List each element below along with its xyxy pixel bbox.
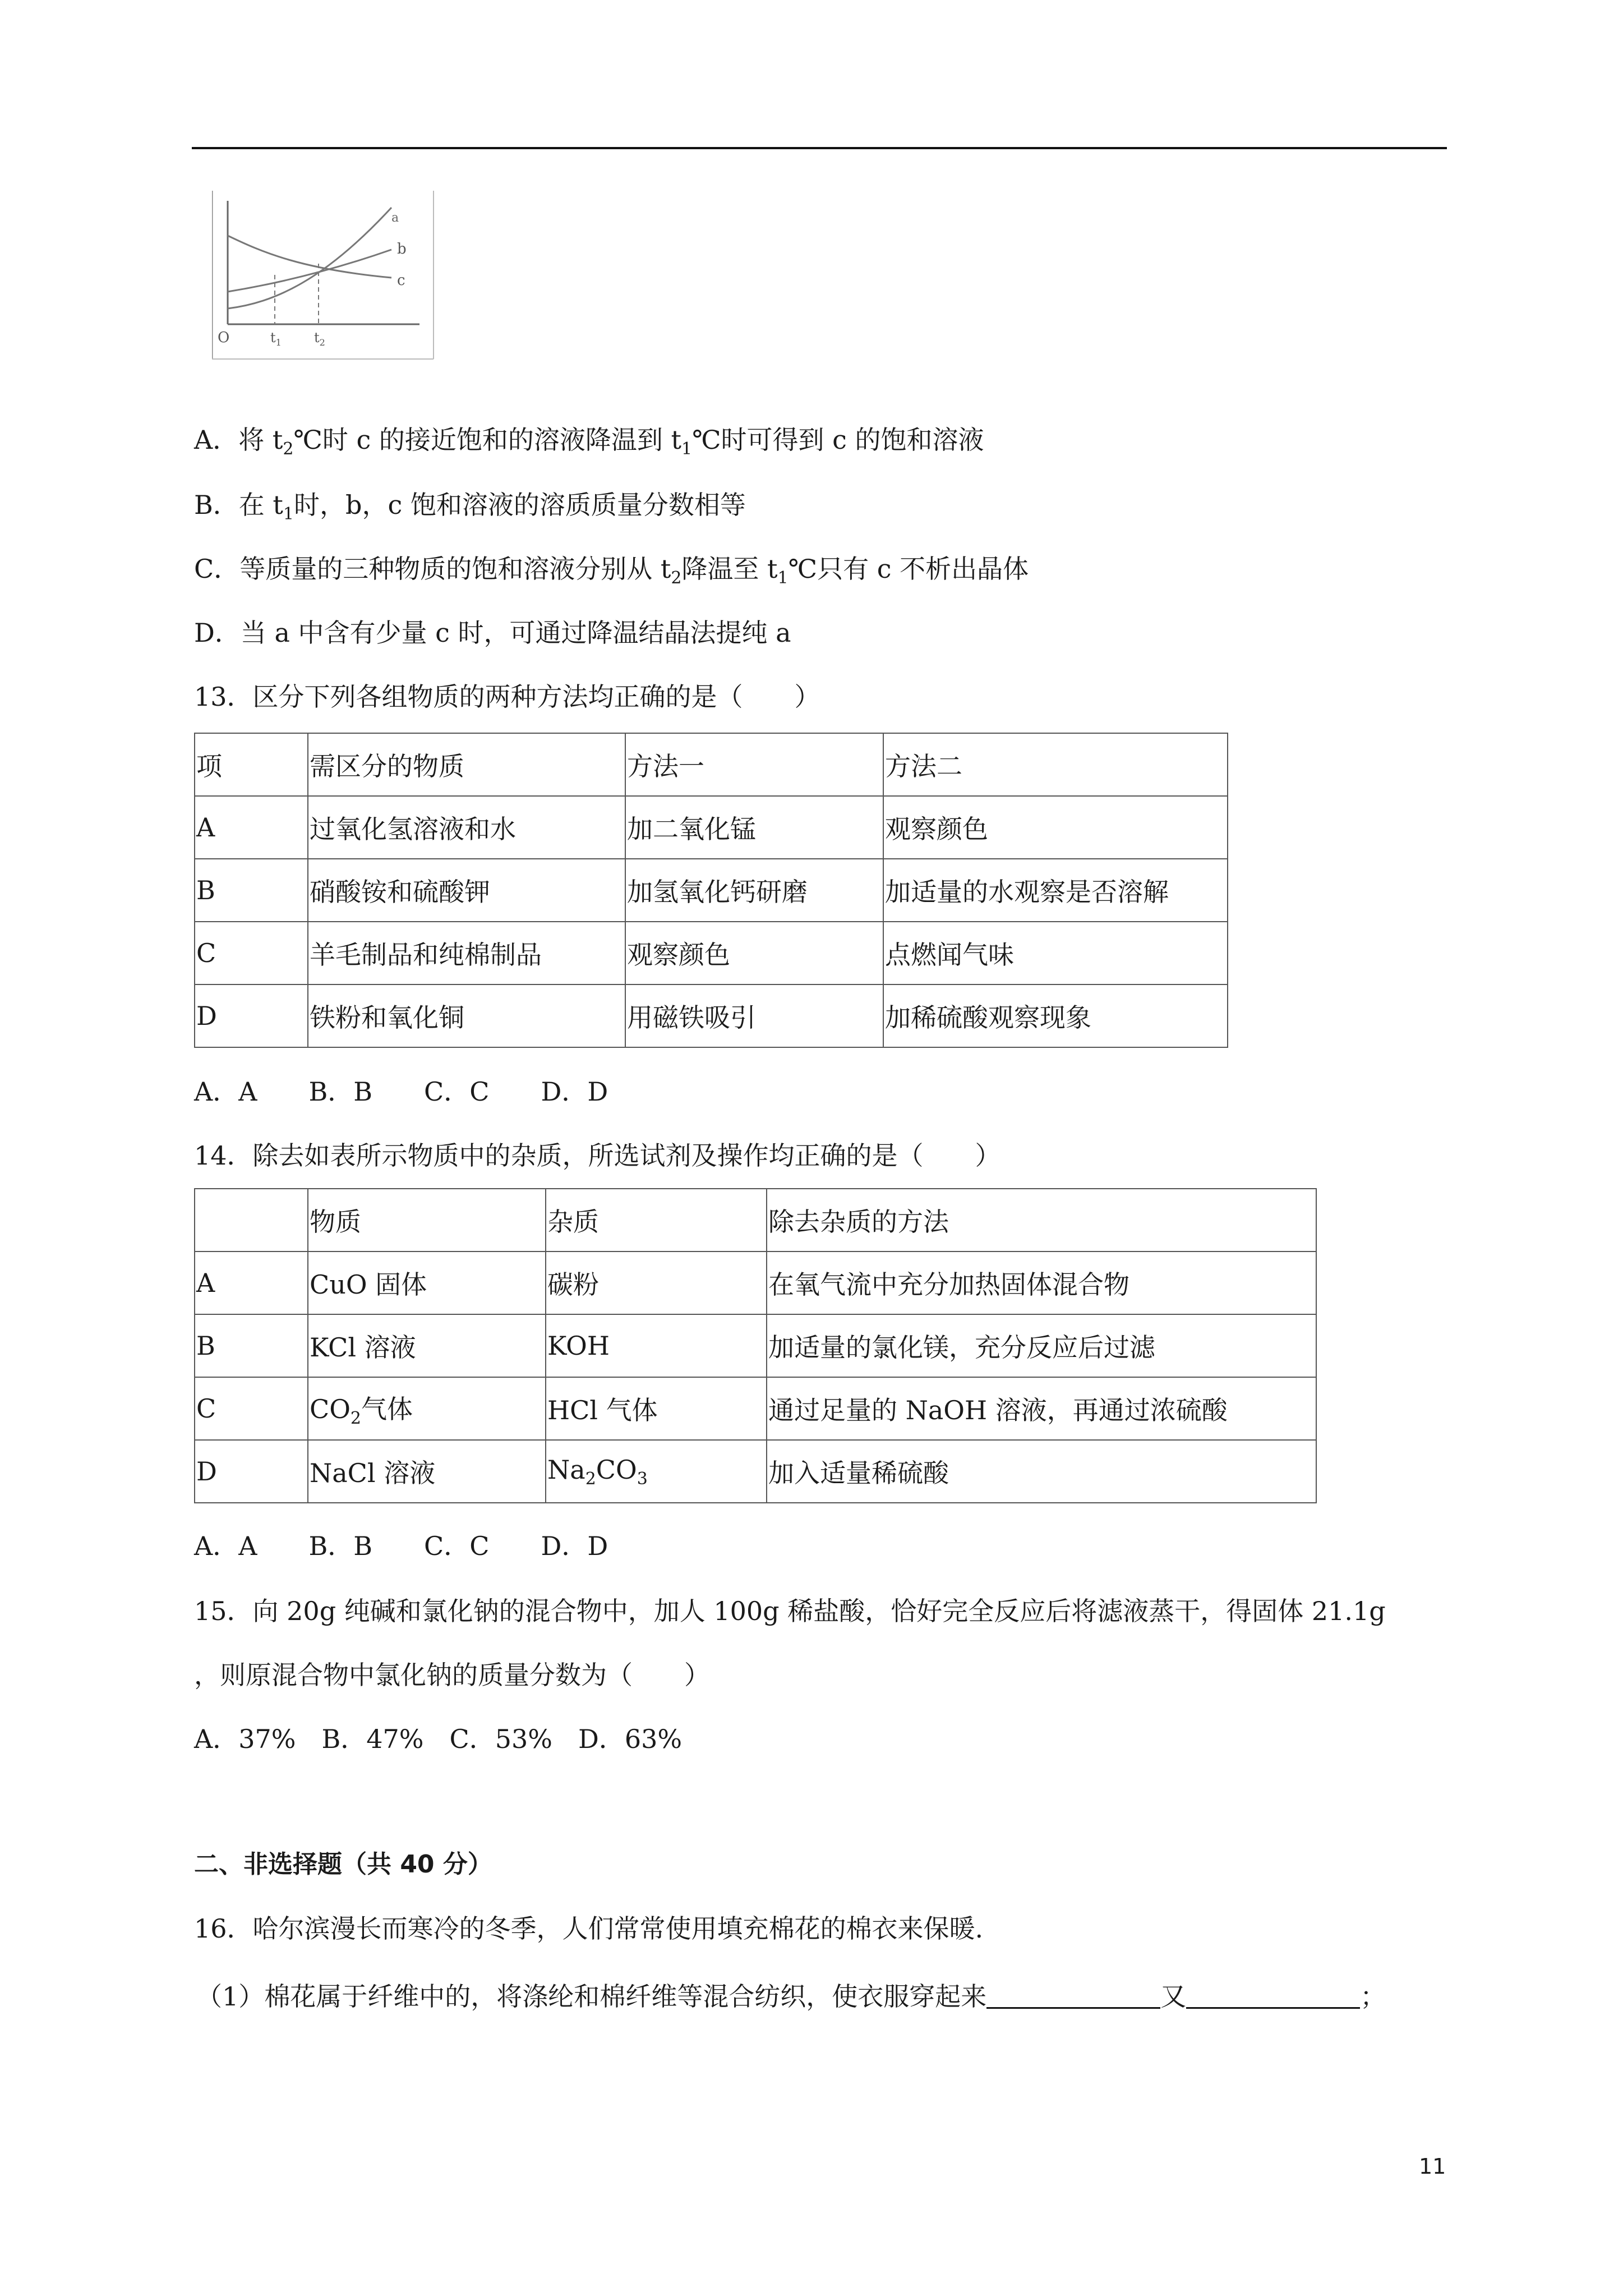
table-row xyxy=(195,1377,1316,1440)
table-cell: B xyxy=(195,1314,308,1377)
q16-stem: 16．哈尔滨漫长而寒冷的冬季，人们常常使用填充棉花的棉衣来保暖. xyxy=(194,1913,984,1944)
table-cell: 过氧化氢溶液和水 xyxy=(308,796,625,859)
table-cell: 点燃闻气味 xyxy=(883,922,1228,984)
table-cell: 除去杂质的方法 xyxy=(767,1189,1316,1251)
table-cell: KOH xyxy=(546,1314,767,1377)
table-cell: KCl 溶液 xyxy=(308,1314,546,1377)
table-cell: 在氧气流中充分加热固体混合物 xyxy=(767,1251,1316,1314)
table-cell: 杂质 xyxy=(546,1189,767,1251)
q12-option-d: D．当 a 中含有少量 c 时，可通过降温结晶法提纯 a xyxy=(194,618,791,648)
answer-blank[interactable] xyxy=(986,1978,1160,2009)
answer-blank[interactable] xyxy=(1186,1978,1360,2009)
table-cell: A xyxy=(195,1251,308,1314)
table-cell: NaCl 溶液 xyxy=(308,1440,546,1503)
table-cell: 碳粉 xyxy=(546,1251,767,1314)
table-cell: 项 xyxy=(195,733,308,796)
q15-options: A．37% B．47% C．53% D．63% xyxy=(194,1724,683,1754)
table-row xyxy=(195,1440,1316,1503)
curve-c xyxy=(228,236,391,278)
table-cell: 硝酸铵和硫酸钾 xyxy=(308,859,625,922)
table-cell: 用磁铁吸引 xyxy=(625,984,883,1047)
table-cell: 加入适量稀硫酸 xyxy=(767,1440,1316,1503)
q13-table xyxy=(194,733,1228,1048)
table-cell: B xyxy=(195,859,308,922)
table-row xyxy=(195,796,1228,859)
table-cell: C xyxy=(195,922,308,984)
t1-label: $t_1$ xyxy=(270,330,282,348)
table-cell: $CO_2$气体 xyxy=(308,1377,546,1440)
q12-option-c: C．等质量的三种物质的饱和溶液分别从 $t_2$降温至 $t_1℃$只有 c 不析出晶体 xyxy=(194,554,1029,588)
table-cell: D xyxy=(195,1440,308,1503)
q15-stem-line1: 15．向 20g 纯碱和氯化钠的混合物中，加人 100g 稀盐酸，恰好完全反应后将滤液蒸干，得固体 21.1g xyxy=(194,1596,1386,1626)
header-rule xyxy=(192,147,1447,149)
q14-table xyxy=(194,1188,1317,1503)
curve-a-label: a xyxy=(391,211,399,225)
table-cell: $Na_2CO_3$ xyxy=(546,1440,767,1503)
table-row xyxy=(195,984,1228,1047)
section-heading: 二、非选择题（共 40 分） xyxy=(194,1850,492,1879)
table-cell: 加氢氧化钙研磨 xyxy=(625,859,883,922)
table-row xyxy=(195,859,1228,922)
curve-c-label: c xyxy=(397,272,405,289)
origin-label: O xyxy=(218,329,230,346)
t2-label: $t_2$ xyxy=(314,330,325,348)
page-number: 11 xyxy=(1419,2154,1446,2179)
table-cell: 需区分的物质 xyxy=(308,733,625,796)
table-row xyxy=(195,1251,1316,1314)
q16-part1: （1）棉花属于纤维中的，将涤纶和棉纤维等混合纺织，使衣服穿起来 又 ； xyxy=(196,1978,1386,2013)
table-cell: A xyxy=(195,796,308,859)
table-header-row xyxy=(195,1189,1316,1251)
q14-stem: 14．除去如表所示物质中的杂质，所选试剂及操作均正确的是（ ） xyxy=(194,1140,1001,1171)
table-cell: 加稀硫酸观察现象 xyxy=(883,984,1228,1047)
table-cell: HCl 气体 xyxy=(546,1377,767,1440)
q13-stem: 13．区分下列各组物质的两种方法均正确的是（ ） xyxy=(194,682,820,712)
table-cell: 羊毛制品和纯棉制品 xyxy=(308,922,625,984)
table-cell: 物质 xyxy=(308,1189,546,1251)
q12-option-b: B．在 $t_1$时，b，c 饱和溶液的溶质质量分数相等 xyxy=(194,490,746,524)
q12-option-a: A．将 $t_2℃$时 c 的接近饱和的溶液降温到 $t_1℃$时可得到 c 的饱和溶液 xyxy=(194,425,984,459)
table-cell: 通过足量的 NaOH 溶液，再通过浓硫酸 xyxy=(767,1377,1316,1440)
table-cell: C xyxy=(195,1377,308,1440)
table-cell: 观察颜色 xyxy=(883,796,1228,859)
table-cell: 方法二 xyxy=(883,733,1228,796)
table-cell: 观察颜色 xyxy=(625,922,883,984)
table-cell: 加适量的水观察是否溶解 xyxy=(883,859,1228,922)
table-row xyxy=(195,922,1228,984)
table-cell: CuO 固体 xyxy=(308,1251,546,1314)
table-cell: 加适量的氯化镁，充分反应后过滤 xyxy=(767,1314,1316,1377)
q13-options: A．A B．B C．C D．D xyxy=(194,1076,608,1107)
q14-options: A．A B．B C．C D．D xyxy=(194,1531,608,1561)
table-cell: 方法一 xyxy=(625,733,883,796)
table-header-row xyxy=(195,733,1228,796)
q15-stem-line2: ，则原混合物中氯化钠的质量分数为（ ） xyxy=(194,1660,710,1690)
curve-b xyxy=(228,250,391,292)
table-cell: 加二氧化锰 xyxy=(625,796,883,859)
table-cell: 铁粉和氧化铜 xyxy=(308,984,625,1047)
table-cell xyxy=(195,1189,308,1251)
solubility-curve-figure xyxy=(212,191,436,370)
curve-b-label: b xyxy=(397,241,407,257)
table-cell: D xyxy=(195,984,308,1047)
table-row xyxy=(195,1314,1316,1377)
